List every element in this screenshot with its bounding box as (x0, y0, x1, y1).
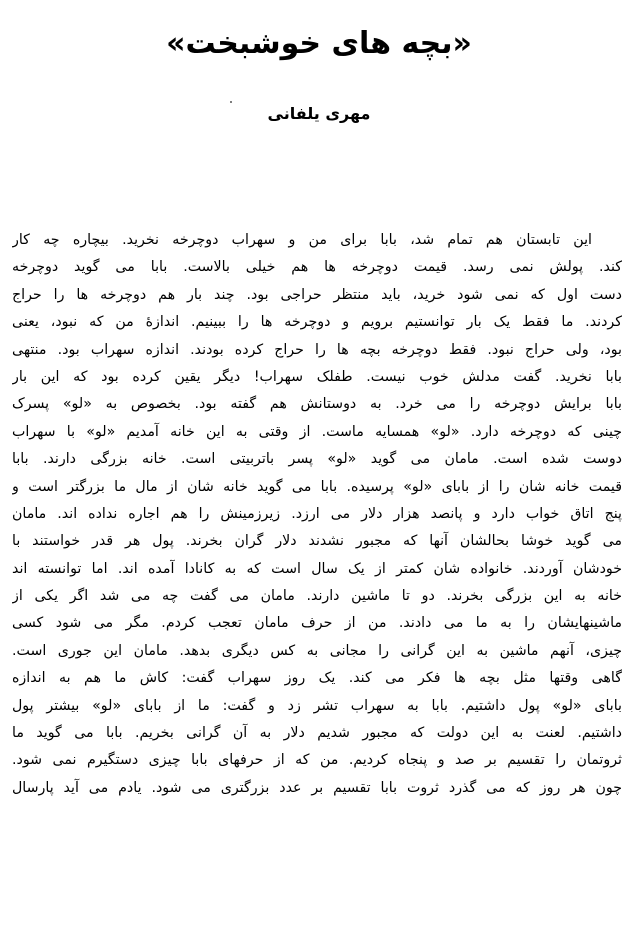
text-line: خانه به این بزرگی بخرند. دو تا ماشین دارند. مامان می گفت چه می شد اگر یکی از (12, 588, 622, 605)
text-line: قیمت خانه شان را از بابای «لو» پرسیده. بابا می گوید خانه شان از مال ما بزرگتر است و (12, 478, 622, 495)
text-line: بابا نخرید. گفت مدلش خوب نیست. طفلک سهراب! دیگر یقین کرده بود که این بار (12, 368, 622, 385)
author-name: مهری یلفانی (267, 104, 371, 123)
story-title: «بچه های خوشبخت» (166, 26, 472, 61)
text-line: کند. پولش نمی رسد. قیمت دوچرخه ها هم خیلی بالاست. بابا می گوید دوچرخه (12, 259, 622, 276)
text-line: این تابستان هم تمام شد، بابا برای من و سهراب دوچرخه نخرید. بیچاره چه کار (12, 232, 592, 248)
text-line: چینی که دوچرخه دارد. «لو» همسایه ماست. از وقتی به این خانه آمدیم «لو» با سهراب (12, 423, 622, 440)
text-line: داشتیم. لعنت به این دولت که مجبور شدیم دلار به آن گرانی بخریم. بابا می گوید ما (12, 725, 622, 742)
text-line: چون هر روز که می گذرد ثروت بابا تقسیم بر عدد بزرگتری می شود. یادم می آید پارسال (12, 779, 622, 796)
text-line: بابا برایش دوچرخه را می خرد. به دوستانش هم گفته بود. بخصوص به «لو» پسرک (12, 396, 622, 413)
text-line: بابای «لو» پول داشتیم. بابا به سهراب تشر زد و گفت: ما از بابای «لو» بیشتر پول (12, 697, 622, 714)
text-line: کردند. ما فقط یک بار توانستیم برویم و دوچرخه ها را ببینیم. اندازهٔ من که نبود، یعنی (12, 314, 622, 331)
text-line: ماشینهایشان را به ما می دادند. من از حرف مامان تعجب کردم. مگر می شود کسی (12, 615, 622, 632)
story-body (12, 227, 622, 802)
text-line: دوست شده است. مامان می گوید «لو» پسر باتربیتی است. خانه بزرگی دارند. بابا (12, 451, 622, 468)
text-line: می گوید خوشا بحالشان آنها که مجبور نشدند دلار گران بخرند. پول هر قدر خواستند با (12, 533, 622, 550)
text-line: چیزی، آنهم ماشین به این گرانی را مجانی به کس دیگری بدهد. مامان این جوری است. (12, 642, 622, 659)
text-line: گاهی وقتها مثل بچه ها فکر می کند. یک روز سهراب گفت: کاش ما هم به اندازه (12, 670, 622, 687)
text-line: پنج اتاق خواب دارد و پانصد هزار دلار می ارزد. زیرزمینش را هم اجاره نداده اند. مامان (12, 505, 622, 522)
text-line: ثروتمان را تقسیم بر صد و پنجاه کردیم. من که از حرفهای بابا چیزی دستگیرم نمی شود. (12, 752, 622, 769)
text-line: دست اول که نمی شود خرید، باید منتظر حراجی بود. چند بار هم دوچرخه ها را حراج (12, 286, 622, 303)
text-line: خودشان آوردند. خانواده شان کمتر از یک سال است که به کانادا آمده اند. اما توانسته اند (12, 560, 622, 577)
text-line: بود، ولی حراج نبود. فقط دوچرخه بچه ها را حراج کرده بودند. اندازه سهراب بود. منتهی (12, 341, 622, 358)
